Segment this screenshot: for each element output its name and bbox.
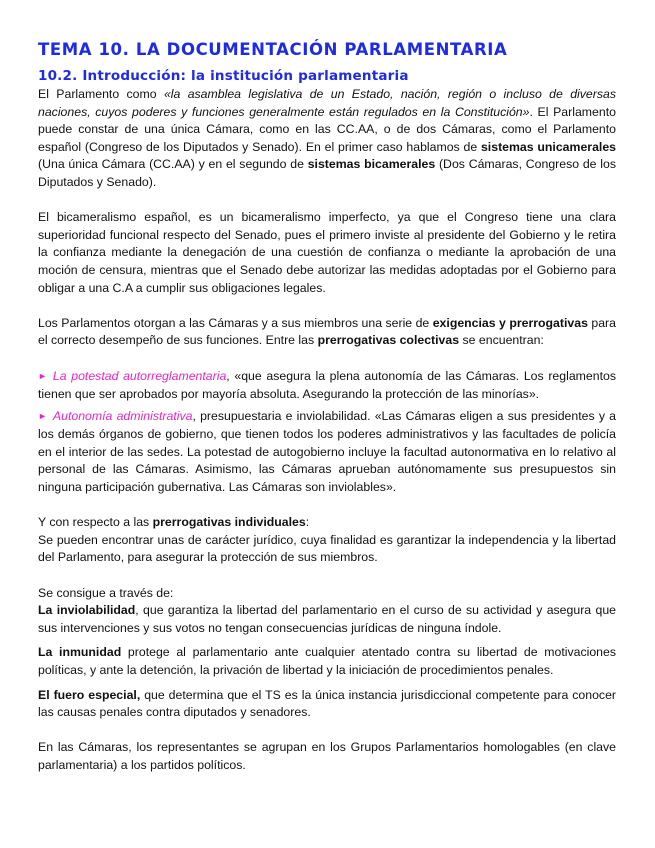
paragraph-parlamento: El Parlamento como «la asamblea legislativa de un Estado, nación, región o incluso de diversas naciones, cuyos poderes y funciones generalmente están regulados en la Constitución». El Parlamento puede constar de una única Cámara, como en las CC.AA, o de dos Cámaras, como el Parlamento español (Congreso de los Diputados y Senado). En el primer caso hablamos de sistemas unicamerales (Una única Cámara (CC.AA) y en el segundo de sistemas bicamerales (Dos Cámaras, Congreso de los Diputados y Senado). xyxy=(38,87,617,189)
definition-term: La inmunidad xyxy=(38,645,122,660)
paragraph-individuales: Y con respecto a las prerrogativas individuales: Se pueden encontrar unas de carácter jurídico, cuya finalidad es garantizar la independencia y la libertad del Parlamento, para asegurar la protección de sus miembros. xyxy=(38,515,616,565)
bullet-term: Autonomía administrativa xyxy=(52,408,193,423)
definition-quote: «la asamblea legislativa de un Estado, nación, región o incluso de diversas naciones, cuyos poderes y funciones generalmente están regulados en la Constitución» xyxy=(38,87,616,119)
term-prerrogativas-individuales: prerrogativas individuales xyxy=(152,515,306,530)
bullet-item: ► Autonomía administrativa, presupuestaria e inviolabilidad. «Las Cámaras eligen a sus presidentes y a los demás órganos de gobierno, que tienen todos los poderes administrativos y las facultades de policía en el interior de las sedes. La potestad de autogobierno incluye la facultad autonormativa en lo relativo al personal de las Cámaras. Asimismo, las Cámaras aprueban autónomamente sus presupuestos sin ninguna participación gubernativa. Las Cámaras son inviolables». xyxy=(38,408,617,495)
paragraph-prerrogativas: Los Parlamentos otorgan a las Cámaras y a sus miembros una serie de exigencias y prerrogativas para el correcto desempeño de sus funciones. Entre las prerrogativas colectivas se encuentran: xyxy=(38,315,616,348)
triangle-bullet-icon: ► xyxy=(38,370,47,381)
document-page xyxy=(38,38,616,775)
definition-item: El fuero especial, que determina que el TS es la única instancia jurisdiccional competente para conocer las causas penales contra diputados y senadores. xyxy=(38,687,616,720)
paragraph-grupos: En las Cámaras, los representantes se agrupan en los Grupos Parlamentarios homologables (en clave parlamentaria) a los partidos políticos. xyxy=(38,740,616,772)
definition-term: El fuero especial, xyxy=(38,687,141,702)
bullet-item: ► La potestad autorreglamentaria, «que asegura la plena autonomía de las Cámaras. Los reglamentos tienen que ser aprobados por mayoría absoluta. Asegurando la protección de las minorías». xyxy=(38,368,616,402)
definition-term: La inviolabilidad xyxy=(38,603,136,618)
term-prerrogativas-colectivas: prerrogativas colectivas xyxy=(317,333,460,348)
bullet-term: La potestad autorreglamentaria xyxy=(52,368,227,383)
section-heading: 10.2. Introducción: la institución parlamentaria xyxy=(38,68,409,84)
term-exigencias: exigencias y prerrogativas xyxy=(432,315,588,330)
term-unicamerales: sistemas unicamerales xyxy=(480,139,617,154)
definition-item: La inmunidad protege al parlamentario ante cualquier atentado contra su libertad de motivaciones políticas, y ante la detención, la privación de libertad y la iniciación de procedimientos penales. xyxy=(38,645,616,677)
paragraph-intro: Se consigue a través de: xyxy=(38,585,174,600)
definition-item: La inviolabilidad, que garantiza la libertad del parlamentario en el curso de su actividad y asegura que sus intervenciones y sus votos no tengan consecuencias jurídicas de ninguna índole. xyxy=(38,603,616,635)
term-bicamerales: sistemas bicamerales xyxy=(307,157,436,172)
triangle-bullet-icon: ► xyxy=(38,410,47,421)
document-title: TEMA 10. LA DOCUMENTACIÓN PARLAMENTARIA xyxy=(38,40,508,59)
paragraph-bicameralismo: El bicameralismo español, es un bicameralismo imperfecto, ya que el Congreso tiene una clara superioridad funcional respecto del Senado, pues el primero inviste al presidente del Gobierno y le retira la confianza mediante la denegación de una cuestión de confianza o mediante la aprobación de una moción de censura, mientras que el Senado debe autorizar las medidas adoptadas por el Gobierno para obligar a una C.A a cumplir sus obligaciones legales. xyxy=(38,210,616,295)
